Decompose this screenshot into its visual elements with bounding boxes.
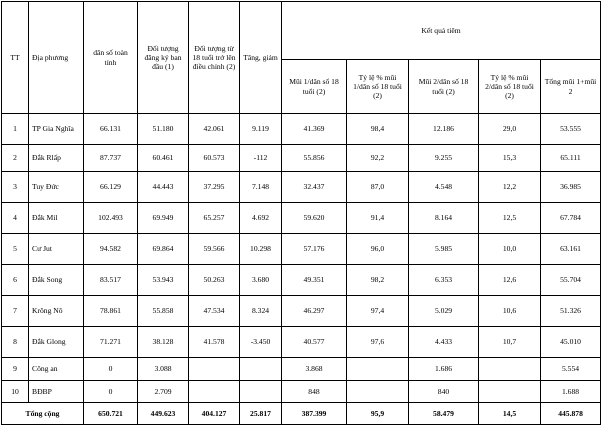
cell-d2: 1.686 bbox=[409, 358, 479, 381]
cell-tt: 2 bbox=[2, 145, 29, 172]
vaccination-results-table bbox=[1, 1, 601, 425]
cell-tot: 65.111 bbox=[541, 145, 601, 172]
cell-pop: 94.582 bbox=[84, 234, 138, 265]
cell-p2: 10,6 bbox=[479, 296, 541, 327]
cell-d2: 4.548 bbox=[409, 172, 479, 203]
header-locality: Địa phương bbox=[29, 2, 84, 114]
cell-p2: 12,2 bbox=[479, 172, 541, 203]
cell-p1: 97,6 bbox=[347, 327, 409, 358]
cell-d2: 5.029 bbox=[409, 296, 479, 327]
cell-tot: 63.161 bbox=[541, 234, 601, 265]
header-tt: TT bbox=[2, 2, 29, 114]
cell-p1: 98,2 bbox=[347, 265, 409, 296]
cell-tt: 4 bbox=[2, 203, 29, 234]
cell-locality: BĐBP bbox=[29, 381, 84, 403]
total-tot: 445.878 bbox=[541, 403, 601, 425]
cell-locality: Krông Nô bbox=[29, 296, 84, 327]
cell-reg: 60.461 bbox=[138, 145, 189, 172]
cell-tt: 9 bbox=[2, 358, 29, 381]
cell-d1: 848 bbox=[282, 381, 347, 403]
cell-adj: 65.257 bbox=[189, 203, 240, 234]
cell-d1: 3.868 bbox=[282, 358, 347, 381]
cell-reg: 44.443 bbox=[138, 172, 189, 203]
cell-reg: 53.943 bbox=[138, 265, 189, 296]
table-row bbox=[2, 381, 601, 403]
cell-tot: 36.985 bbox=[541, 172, 601, 203]
cell-reg: 69.864 bbox=[138, 234, 189, 265]
total-d1: 387.399 bbox=[282, 403, 347, 425]
header-pct-dose2: Tỷ lệ % mũi 2/dân số 18 tuổi (2) bbox=[479, 60, 541, 114]
cell-d2: 12.186 bbox=[409, 114, 479, 145]
total-p1: 95,9 bbox=[347, 403, 409, 425]
cell-d1: 59.620 bbox=[282, 203, 347, 234]
cell-tt: 8 bbox=[2, 327, 29, 358]
table-row bbox=[2, 172, 601, 203]
cell-p2: 29,0 bbox=[479, 114, 541, 145]
cell-d1: 46.297 bbox=[282, 296, 347, 327]
cell-p2: 12,6 bbox=[479, 265, 541, 296]
cell-pop: 66.131 bbox=[84, 114, 138, 145]
cell-reg: 2.709 bbox=[138, 381, 189, 403]
header-change: Tăng, giảm bbox=[240, 2, 282, 114]
total-chg: 25.817 bbox=[240, 403, 282, 425]
cell-adj bbox=[189, 381, 240, 403]
cell-p1: 97,4 bbox=[347, 296, 409, 327]
total-label: Tổng cộng bbox=[2, 403, 84, 425]
cell-chg: -3.450 bbox=[240, 327, 282, 358]
table-row bbox=[2, 114, 601, 145]
cell-adj bbox=[189, 358, 240, 381]
cell-chg bbox=[240, 358, 282, 381]
total-reg: 449.623 bbox=[138, 403, 189, 425]
cell-p2: 15,3 bbox=[479, 145, 541, 172]
cell-p2: 10,0 bbox=[479, 234, 541, 265]
cell-p1 bbox=[347, 381, 409, 403]
total-row bbox=[2, 403, 601, 425]
cell-locality: Cư Jut bbox=[29, 234, 84, 265]
cell-pop: 0 bbox=[84, 381, 138, 403]
cell-tot: 53.555 bbox=[541, 114, 601, 145]
cell-tot: 45.010 bbox=[541, 327, 601, 358]
cell-adj: 41.578 bbox=[189, 327, 240, 358]
cell-pop: 0 bbox=[84, 358, 138, 381]
cell-locality: Công an bbox=[29, 358, 84, 381]
cell-d2: 4.433 bbox=[409, 327, 479, 358]
cell-p1: 92,2 bbox=[347, 145, 409, 172]
cell-locality: TP Gia Nghĩa bbox=[29, 114, 84, 145]
header-adjusted-18plus: Đối tượng từ 18 tuổi trở lên điều chỉnh (2) bbox=[189, 2, 240, 114]
header-total-doses: Tổng mũi 1+mũi 2 bbox=[541, 60, 601, 114]
table-row bbox=[2, 234, 601, 265]
cell-p2 bbox=[479, 358, 541, 381]
table-row bbox=[2, 327, 601, 358]
cell-d1: 49.351 bbox=[282, 265, 347, 296]
cell-chg: -112 bbox=[240, 145, 282, 172]
cell-pop: 66.129 bbox=[84, 172, 138, 203]
total-pop: 650.721 bbox=[84, 403, 138, 425]
cell-d2: 6.353 bbox=[409, 265, 479, 296]
cell-p1 bbox=[347, 358, 409, 381]
cell-d2: 9.255 bbox=[409, 145, 479, 172]
cell-tot: 1.688 bbox=[541, 381, 601, 403]
cell-locality: Đắk Glong bbox=[29, 327, 84, 358]
cell-pop: 71.271 bbox=[84, 327, 138, 358]
cell-chg: 10.298 bbox=[240, 234, 282, 265]
total-d2: 58.479 bbox=[409, 403, 479, 425]
cell-p2: 12,5 bbox=[479, 203, 541, 234]
cell-tt: 6 bbox=[2, 265, 29, 296]
cell-tot: 5.554 bbox=[541, 358, 601, 381]
cell-p1: 91,4 bbox=[347, 203, 409, 234]
cell-d2: 840 bbox=[409, 381, 479, 403]
cell-p1: 98,4 bbox=[347, 114, 409, 145]
cell-chg bbox=[240, 381, 282, 403]
cell-d1: 40.577 bbox=[282, 327, 347, 358]
cell-adj: 37.295 bbox=[189, 172, 240, 203]
cell-tt: 7 bbox=[2, 296, 29, 327]
cell-adj: 60.573 bbox=[189, 145, 240, 172]
cell-d1: 41.369 bbox=[282, 114, 347, 145]
cell-adj: 59.566 bbox=[189, 234, 240, 265]
cell-tt: 10 bbox=[2, 381, 29, 403]
cell-p2: 10,7 bbox=[479, 327, 541, 358]
cell-locality: Đắk Song bbox=[29, 265, 84, 296]
header-dose1: Mũi 1/dân số 18 tuổi (2) bbox=[282, 60, 347, 114]
cell-tot: 51.326 bbox=[541, 296, 601, 327]
table-row bbox=[2, 203, 601, 234]
cell-pop: 87.737 bbox=[84, 145, 138, 172]
cell-p2 bbox=[479, 381, 541, 403]
cell-chg: 8.324 bbox=[240, 296, 282, 327]
cell-pop: 83.517 bbox=[84, 265, 138, 296]
cell-adj: 42.061 bbox=[189, 114, 240, 145]
header-pct-dose1: Tỷ lệ % mũi 1/dân số 18 tuổi (2) bbox=[347, 60, 409, 114]
total-adj: 404.127 bbox=[189, 403, 240, 425]
cell-adj: 47.534 bbox=[189, 296, 240, 327]
cell-chg: 3.680 bbox=[240, 265, 282, 296]
header-dose2: Mũi 2/dân số 18 tuổi (2) bbox=[409, 60, 479, 114]
header-population: dân số toàn tỉnh bbox=[84, 2, 138, 114]
cell-chg: 9.119 bbox=[240, 114, 282, 145]
total-p2: 14,5 bbox=[479, 403, 541, 425]
cell-tot: 67.784 bbox=[541, 203, 601, 234]
cell-d1: 55.856 bbox=[282, 145, 347, 172]
cell-reg: 51.180 bbox=[138, 114, 189, 145]
cell-d2: 5.985 bbox=[409, 234, 479, 265]
cell-tot: 55.704 bbox=[541, 265, 601, 296]
cell-chg: 7.148 bbox=[240, 172, 282, 203]
cell-locality: Đắk Rlấp bbox=[29, 145, 84, 172]
cell-reg: 55.858 bbox=[138, 296, 189, 327]
cell-adj: 50.263 bbox=[189, 265, 240, 296]
cell-tt: 1 bbox=[2, 114, 29, 145]
cell-pop: 78.861 bbox=[84, 296, 138, 327]
table-row bbox=[2, 145, 601, 172]
cell-locality: Tuy Đức bbox=[29, 172, 84, 203]
table-row bbox=[2, 296, 601, 327]
table-row bbox=[2, 358, 601, 381]
table-row bbox=[2, 265, 601, 296]
cell-d2: 8.164 bbox=[409, 203, 479, 234]
cell-d1: 32.437 bbox=[282, 172, 347, 203]
cell-chg: 4.692 bbox=[240, 203, 282, 234]
cell-reg: 69.949 bbox=[138, 203, 189, 234]
header-registered-initial: Đối tượng đăng ký ban đầu (1) bbox=[138, 2, 189, 114]
table-body bbox=[2, 114, 601, 403]
header-result-group: Kết quả tiêm bbox=[282, 2, 601, 60]
cell-tt: 5 bbox=[2, 234, 29, 265]
cell-d1: 57.176 bbox=[282, 234, 347, 265]
cell-pop: 102.493 bbox=[84, 203, 138, 234]
cell-tt: 3 bbox=[2, 172, 29, 203]
cell-p1: 87,0 bbox=[347, 172, 409, 203]
cell-reg: 38.128 bbox=[138, 327, 189, 358]
cell-reg: 3.088 bbox=[138, 358, 189, 381]
cell-locality: Đắk Mil bbox=[29, 203, 84, 234]
cell-p1: 96,0 bbox=[347, 234, 409, 265]
